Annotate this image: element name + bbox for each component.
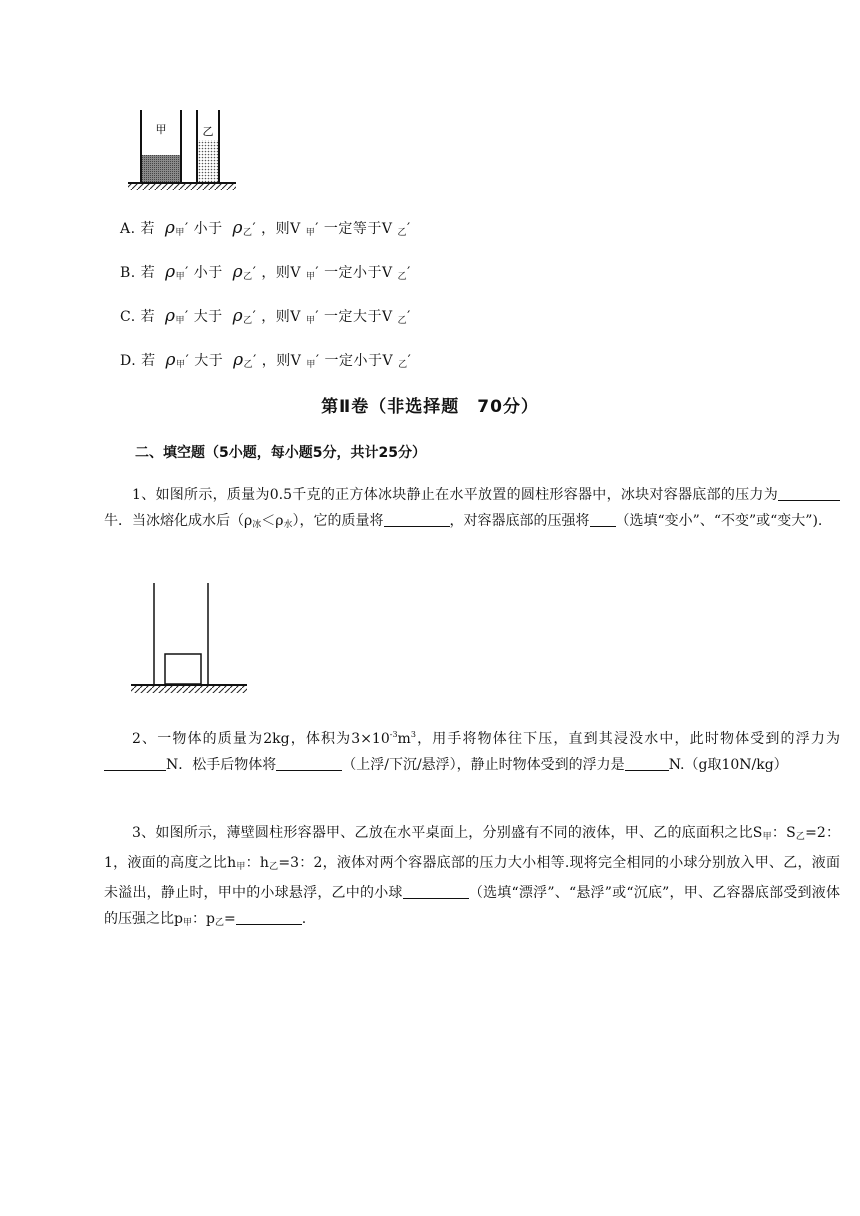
figure-ice-in-container: [128, 580, 250, 702]
option-d: D. 若 $\rho_甲'$ 大于 $\rho_乙'$ ，则V $_甲$′ 一定小于V $_乙$′: [120, 350, 412, 370]
answer-blank-3a[interactable]: [403, 884, 469, 899]
question-2: 2、一物体的质量为2kg，体积为$3\times 10^{-3}m^3$，用手将物体往下压，直到其浸没水中，此时物体受到的浮力为N．松手后物体将 （上浮/下沉/悬浮），静止时物体受到的浮力是 N.（g取10N/kg）: [104, 722, 840, 778]
section-title: 二、填空题（5小题，每小题5分，共计25分）: [135, 445, 426, 461]
part2-heading: 第Ⅱ卷（非选择题 70分）: [321, 397, 539, 417]
answer-blank-1c[interactable]: [590, 512, 616, 527]
answer-blank-1a[interactable]: [778, 486, 840, 501]
question-1: 1、如图所示，质量为0.5千克的正方体冰块静止在水平放置的圆柱形容器中，冰块对容器底部的压力为牛．当冰熔化成水后$(\rho_冰<\rho_水)$，它的质量将 ，对容器底部的压强将 （选填“变小”、“不变”或“变大”).: [104, 482, 840, 538]
answer-blank-2b[interactable]: [276, 756, 342, 771]
option-b: B. 若 $\rho_甲'$ 小于 $\rho_乙'$ ，则V $_甲$′ 一定小于V $_乙$′: [120, 262, 411, 282]
answer-blank-1b[interactable]: [384, 512, 450, 527]
container-label-b: 乙: [202, 125, 214, 138]
container-label-a: 甲: [155, 123, 167, 136]
ice-block: [165, 654, 201, 684]
liquid-a: [141, 155, 181, 182]
liquid-b: [197, 140, 219, 182]
answer-blank-2a[interactable]: [104, 756, 166, 771]
question-3: 3、如图所示，薄壁圆柱形容器甲、乙放在水平桌面上，分别盛有不同的液体，甲、乙的底面积之比$S_甲$：$S_乙=2$：1，液面的高度之比$h_甲$：$h_乙=3$：2，液体对两个容器底部的压力大小相等.现将完全相同的小球分别放入甲、乙，液面未溢出，静止时，甲中的小球悬浮，乙中的小球 （选填“漂浮”、“悬浮”或“沉底”，甲、乙容器底部受到液体的压强之比$p_甲$：$p_乙=$ .: [104, 825, 840, 928]
answer-blank-2c[interactable]: [625, 756, 669, 771]
option-c: C. 若 $\rho_甲'$ 大于 $\rho_乙'$ ，则V $_甲$′ 一定大于V $_乙$′: [120, 306, 411, 326]
figure-two-containers: [120, 105, 245, 195]
answer-blank-3b[interactable]: [236, 910, 302, 925]
option-a: A. 若 $\rho_甲'$ 小于 $\rho_乙'$ ，则V $_甲$′ 一定等于V $_乙$′: [120, 218, 411, 238]
